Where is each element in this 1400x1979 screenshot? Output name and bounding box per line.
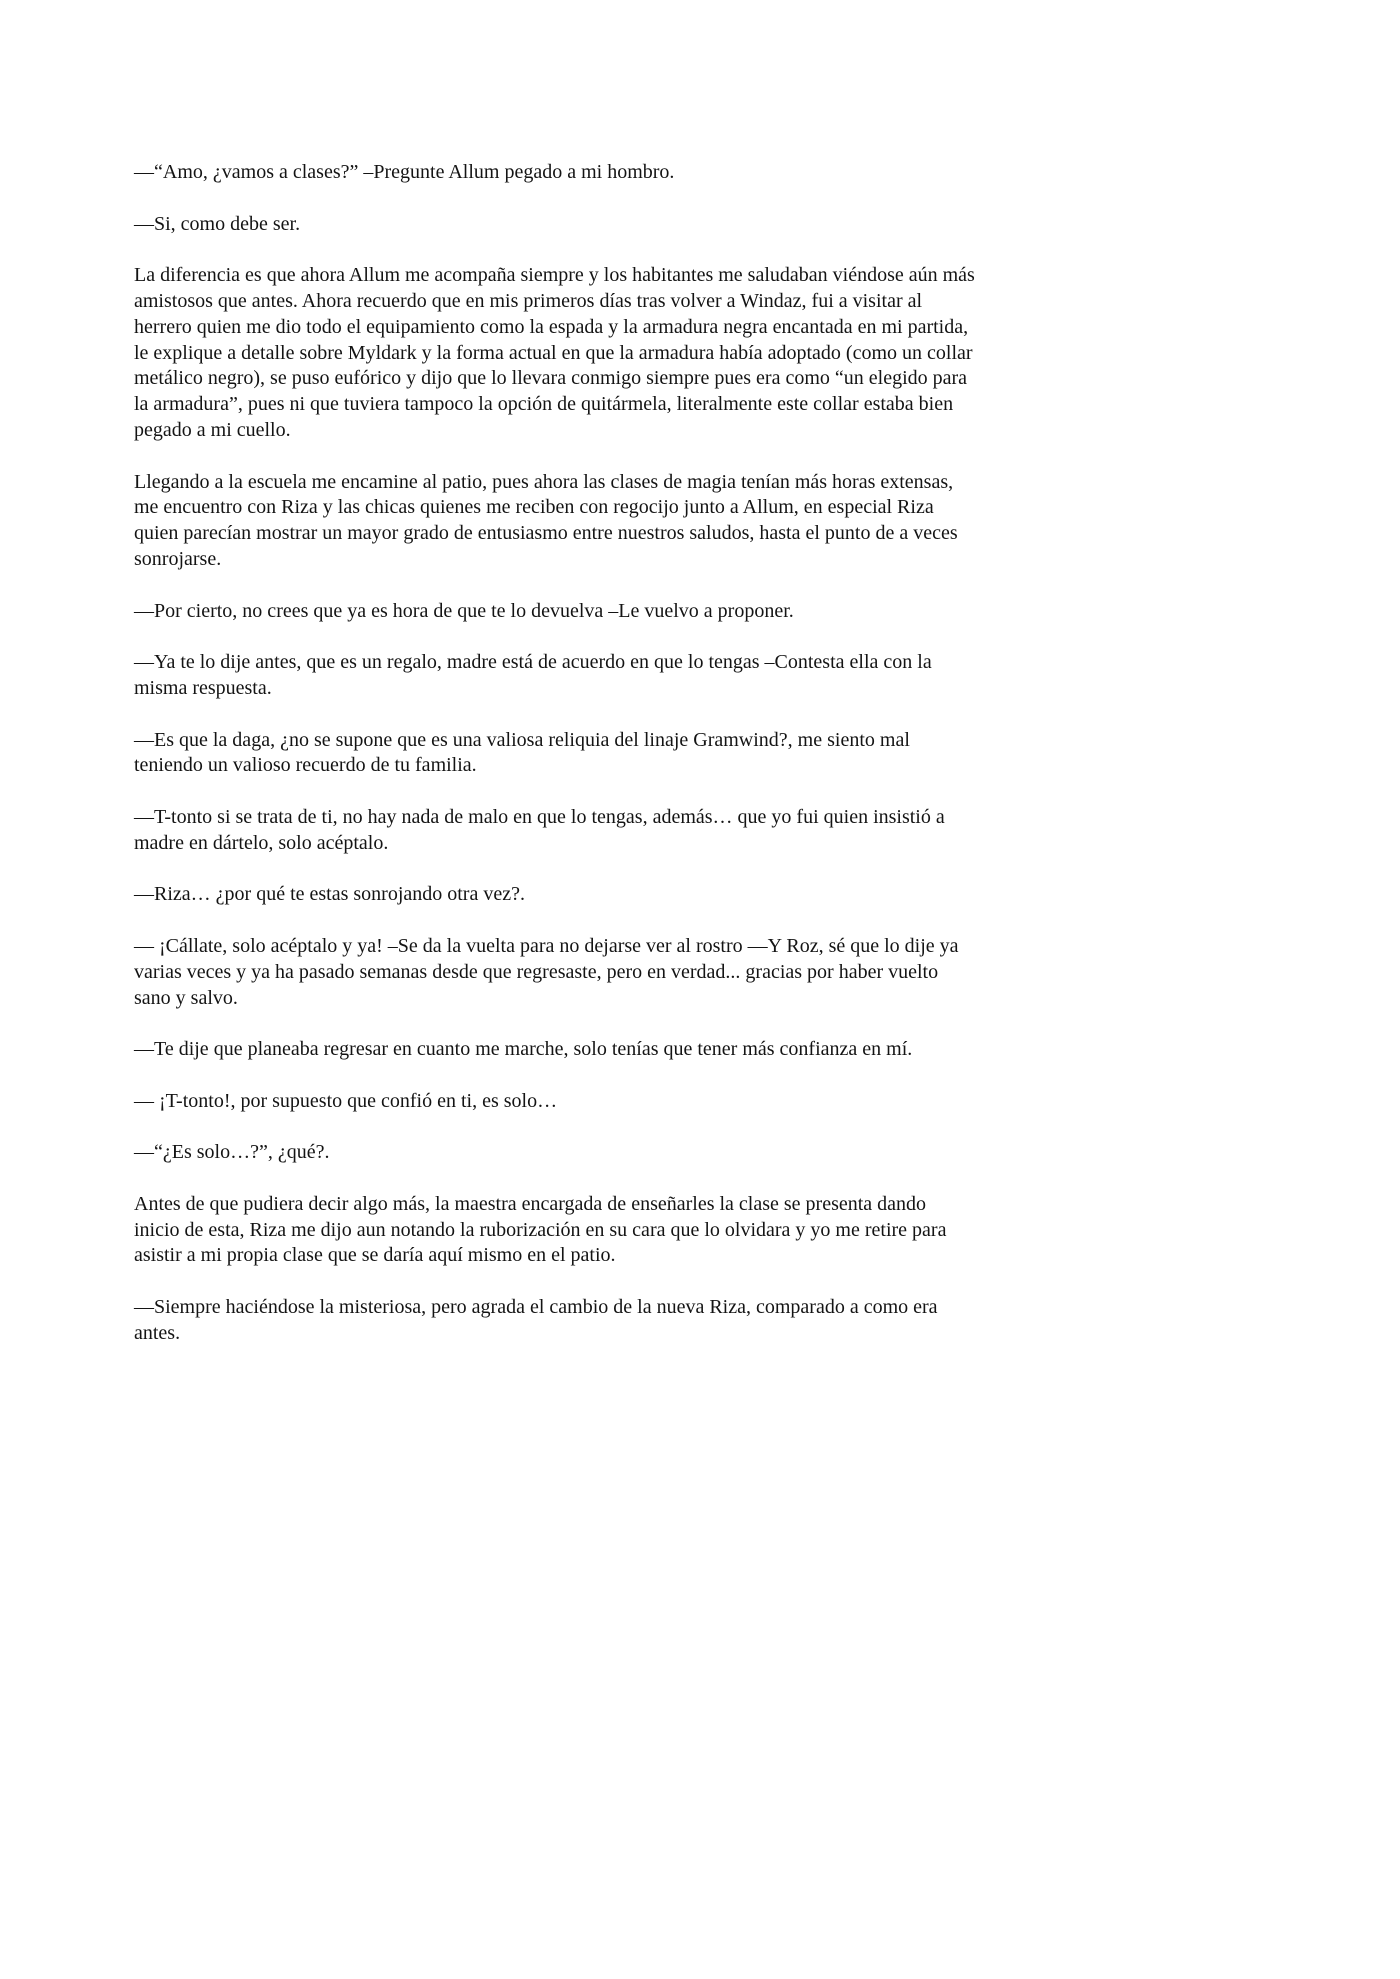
text-body xyxy=(134,160,976,1372)
paragraph-narration: Antes de que pudiera decir algo más, la maestra encargada de enseñarles la clase se presenta dando inicio de esta, Riza me dijo aun notando la ruborización en su cara que lo olvidara y yo me retire para asistir a mi propia clase que se daría aquí mismo en el patio. xyxy=(134,1192,947,1267)
paragraph-dialogue: —Te dije que planeaba regresar en cuanto me marche, solo tenías que tener más confianza en mí. xyxy=(134,1038,913,1061)
paragraph-dialogue: — ¡T-tonto!, por supuesto que confió en ti, es solo… xyxy=(134,1089,558,1112)
paragraph-dialogue: —T-tonto si se trata de ti, no hay nada de malo en que lo tengas, además… que yo fui quien insistió a madre en dártelo, solo acéptalo. xyxy=(134,805,945,854)
paragraph-dialogue: —Siempre haciéndose la misteriosa, pero agrada el cambio de la nueva Riza, comparado a como era antes. xyxy=(134,1296,938,1344)
paragraph-dialogue: —Por cierto, no crees que ya es hora de que te lo devuelva –Le vuelvo a proponer. xyxy=(134,599,794,622)
paragraph-dialogue: —Riza… ¿por qué te estas sonrojando otra vez?. xyxy=(134,883,525,906)
paragraph-dialogue: —“Amo, ¿vamos a clases?” –Pregunte Allum pegado a mi hombro. xyxy=(134,161,675,183)
paragraph-dialogue: —Es que la daga, ¿no se supone que es una valiosa reliquia del linaje Gramwind?, me siento mal teniendo un valioso recuerdo de tu familia. xyxy=(134,728,910,777)
paragraph-dialogue: — ¡Cállate, solo acéptalo y ya! –Se da la vuelta para no dejarse ver al rostro —Y Roz, sé que lo dije ya varias veces y ya ha pasado semanas desde que regresaste, pero en verdad... gracias por haber vuelto sano y salvo. xyxy=(134,934,959,1009)
paragraph-narration: Llegando a la escuela me encamine al patio, pues ahora las clases de magia tenían más horas extensas, me encuentro con Riza y las chicas quienes me reciben con regocijo junto a Allum, en especial Riza quien parecían mostrar un mayor grado de entusiasmo entre nuestros saludos, hasta el punto de a veces sonrojarse. xyxy=(134,470,958,570)
paragraph-dialogue: —Ya te lo dije antes, que es un regalo, madre está de acuerdo en que lo tengas –Contesta ella con la misma respuesta. xyxy=(134,651,932,699)
paragraph-dialogue: —“¿Es solo…?”, ¿qué?. xyxy=(134,1141,330,1164)
paragraph-narration: La diferencia es que ahora Allum me acompaña siempre y los habitantes me saludaban viéndose aún más amistosos que antes. Ahora recuerdo que en mis primeros días tras volver a Windaz, fui a visitar al herrero quien me dio todo el equipamiento como la espada y la armadura negra encantada en mi partida, le explique a detalle sobre Myldark y la forma actual en que la armadura había adoptado (como un collar metálico negro), se puso eufórico y dijo que lo llevara conmigo siempre pues era como “un elegido para la armadura”, pues ni que tuviera tampoco la opción de quitármela, literalmente este collar estaba bien pegado a mi cuello. xyxy=(134,264,975,441)
paragraph-dialogue: —Si, como debe ser. xyxy=(134,212,301,235)
